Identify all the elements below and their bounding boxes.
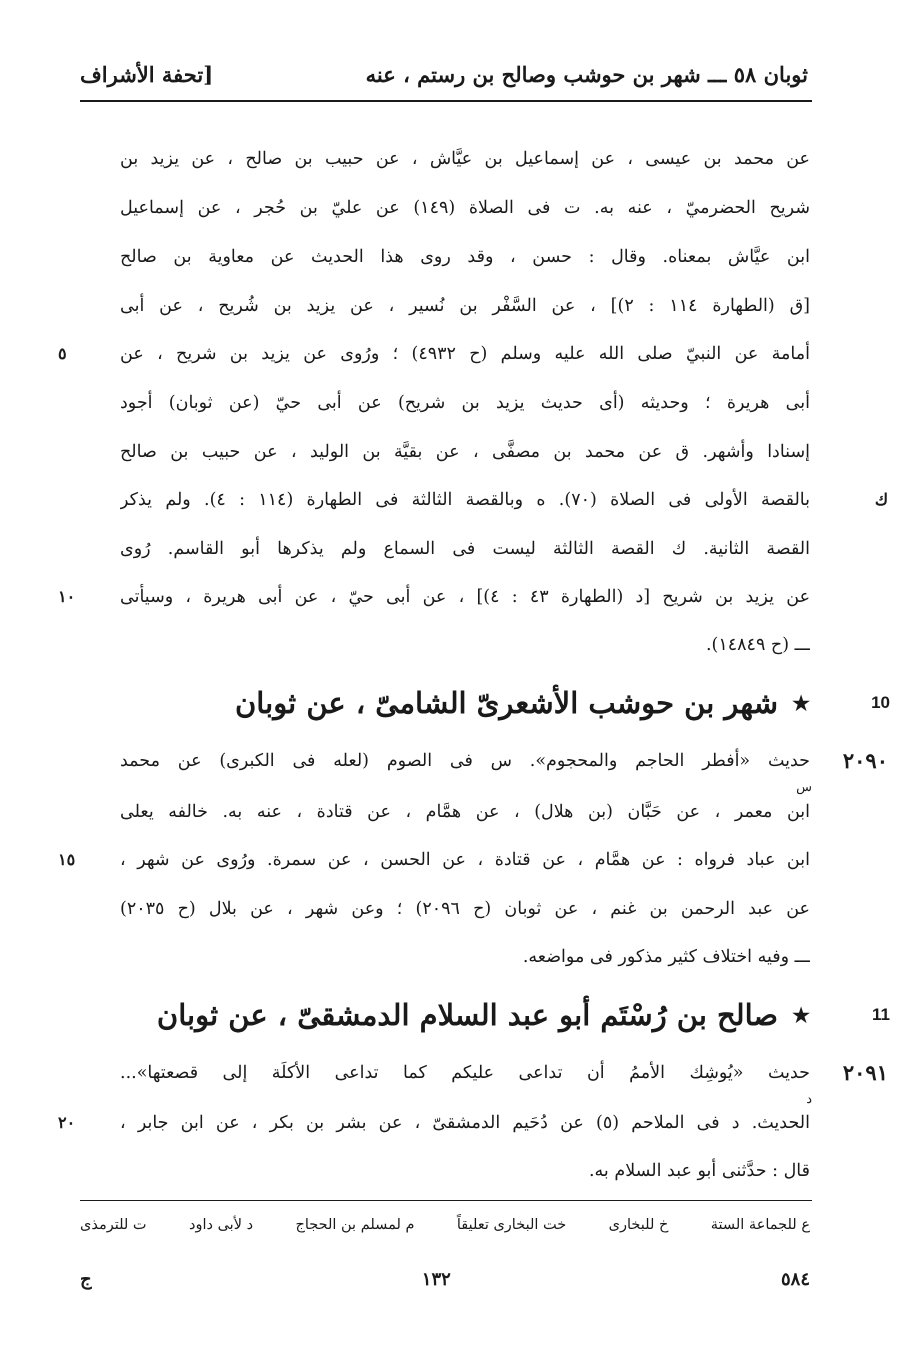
abbreviation: م لمسلم بن الحجاج [295, 1217, 415, 1233]
running-title: ثوبان ٥٨ ـــ شهر بن حوشب وصالح بن رستم ، عنه [365, 61, 808, 87]
chapter-title: شهر بن حوشب الأشعرىّ الشامىّ ، عن ثوبان [235, 686, 779, 720]
text-line: قال : حدَّثنى أبو عبد السلام به. [588, 1161, 810, 1181]
page-footer [80, 1262, 810, 1296]
text-line: بالقصة الأولى فى الصلاة (٧٠). ه وبالقصة الثالثة فى الطهارة (١١٤ : ٤). ولم يذكر [120, 490, 810, 510]
text-line: عن محمد بن عيسى ، عن إسماعيل بن عيَّاش ، عن حبيب بن صالح ، عن يزيد بن [120, 149, 810, 169]
text-line: ابن معمر ، عن حَبَّان (بن هلال) ، عن همَّام ، عن قتادة ، عنه به. خالفه يعلى [120, 802, 810, 822]
line-number: ٢٠ [58, 1113, 76, 1132]
text-line: ابن عباد فرواه : عن همَّام ، عن قتادة ، عن الحسن ، عن سمرة. ورُوى عن شهر ، [120, 850, 810, 870]
text-line: شريح الحضرميّ ، عنه به. ت فى الصلاة (١٤٩) عن عليّ بن حُجر ، عن إسماعيل [120, 198, 810, 218]
text-line: حديث «أفطر الحاجم والمحجوم». س فى الصوم (لعله فى الكبرى) عن محمد [120, 751, 810, 771]
line-number: ٥ [58, 344, 67, 363]
header-rule [80, 100, 812, 102]
text-line: ـــ وفيه اختلاف كثير مذكور فى مواضعه. [522, 947, 810, 967]
abbreviation: خ للبخارى [608, 1217, 669, 1233]
abbreviations-key [80, 1208, 810, 1242]
text-line: عن يزيد بن شريح [د (الطهارة ٤٣ : ٤)] ، عن أبى حيّ ، عن أبى هريرة ، وسيأتى [120, 587, 810, 607]
chapter-heading-11 [120, 990, 890, 1040]
page-number: ٥٨٤ [780, 1268, 810, 1290]
text-line: [ق (الطهارة ١١٤ : ٢)] ، عن السَّفْر بن نُسير ، عن يزيد بن شُريح ، عن أبى [120, 296, 810, 316]
volume-page-number: ١٣٢ [421, 1268, 451, 1290]
text-line: ـــ (ح ١٤٨٤٩). [705, 635, 810, 655]
abbreviation: ت للترمذى [80, 1217, 147, 1233]
text-line: الحديث. د فى الملاحم (٥) عن دُحَيم الدمشقىّ ، عن بشر بن بكر ، عن ابن جابر ، [120, 1113, 810, 1133]
running-header [80, 52, 808, 96]
book-title: [تحفة الأشراف [80, 61, 214, 87]
chapter-title: صالح بن رُسْتَم أبو عبد السلام الدمشقىّ ، عن ثوبان [156, 998, 779, 1032]
text-line: حديث «يُوشِك الأممُ أن تداعى عليكم كما تداعى الأكلَة إلى قصعتها»... [120, 1063, 810, 1083]
text-line: القصة الثانية. ك القصة الثالثة ليست فى السماع ولم يذكرها أبو القاسم. رُوى [120, 539, 810, 559]
line-number: ١٠ [58, 587, 76, 606]
signature-mark: ج [80, 1268, 92, 1290]
text-line: إسنادا وأشهر. ق عن محمد بن مصفَّى ، عن بقيَّة بن الوليد ، عن حبيب بن صالح [120, 442, 810, 462]
abbreviation: خت البخارى تعليقاً [456, 1217, 567, 1233]
margin-siglum: ك [874, 490, 888, 509]
chapter-number: 11 [872, 1005, 890, 1024]
text-line: ابن عيَّاش بمعناه. وقال : حسن ، وقد روى هذا الحديث عن معاوية بن صالح [120, 247, 810, 267]
abbreviation: د لأبى داود [189, 1217, 254, 1233]
text-line: أمامة عن النبيّ صلى الله عليه وسلم (ح ٤٩٣٢) ؛ ورُوى عن يزيد بن شريح ، عن [120, 344, 810, 364]
hadith-number: ٢٠٩٠ [842, 748, 888, 773]
chapter-heading-10 [120, 678, 890, 728]
star-icon: ★ [792, 691, 810, 715]
text-line: عن عبد الرحمن بن غنم ، عن ثوبان (ح ٢٠٩٦) ؛ وعن شهر ، عن بلال (ح ٢٠٣٥) [120, 899, 810, 919]
abbreviation: ع للجماعة الستة [710, 1217, 810, 1233]
text-line: أبى هريرة ؛ وحديثه (أى حديث يزيد بن شريح) عن أبى حيّ (عن ثوبان) أجود [120, 393, 810, 413]
star-icon: ★ [792, 1003, 810, 1027]
hadith-siglum: س [796, 780, 812, 795]
hadith-number: ٢٠٩١ [842, 1060, 888, 1085]
chapter-number: 10 [871, 693, 890, 712]
footer-rule [80, 1200, 812, 1201]
hadith-siglum: د [806, 1092, 812, 1107]
line-number: ١٥ [58, 850, 76, 869]
